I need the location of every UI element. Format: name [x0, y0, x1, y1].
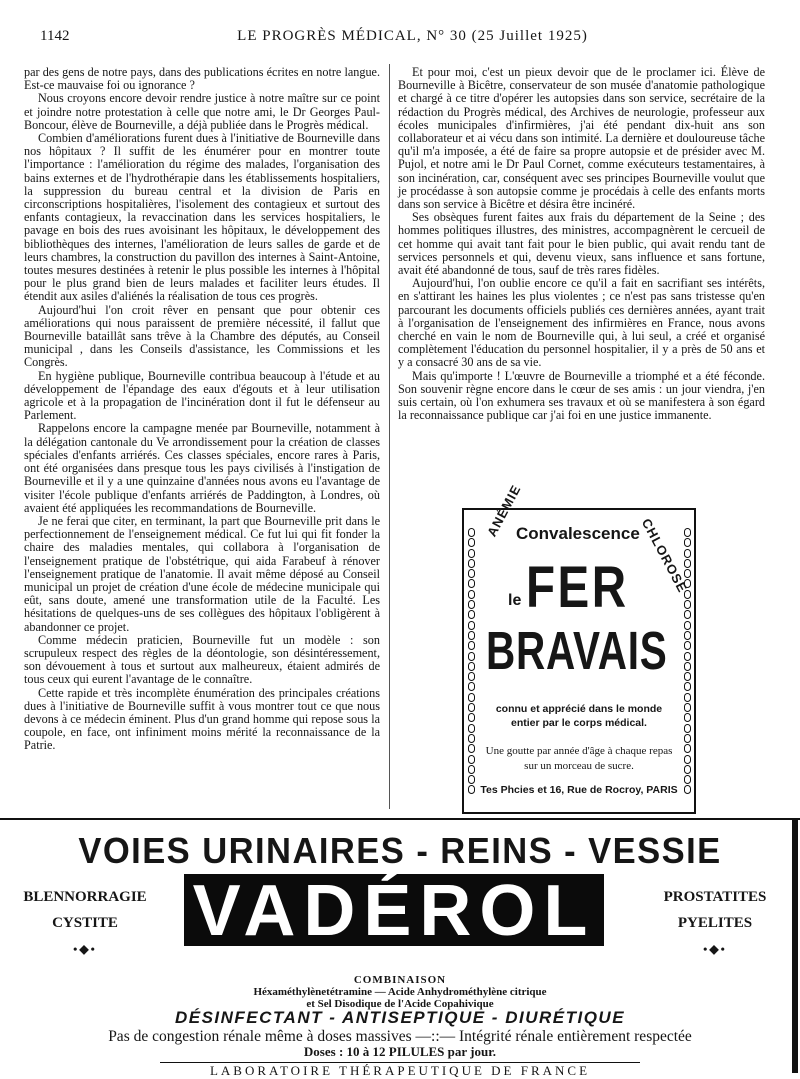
chain-link [468, 569, 475, 578]
chain-link [684, 652, 691, 661]
chain-link [468, 559, 475, 568]
left-column [24, 66, 380, 753]
paragraph: Ses obsèques furent faites aux frais du département de la Seine ; des hommes politiques illustres, des ministres, accompagnèrent le cercueil de cet homme qui avait tant fait pour le bien public, qui avait rendu tant de services personnels et qui, devenu vieux, sans influence et sans fortune, avait été abandonné de tous, sauf de très rares fidèles. [398, 210, 765, 278]
chain-link [684, 600, 691, 609]
bravais-title: BRAVAIS [486, 621, 668, 681]
page-header [40, 28, 785, 50]
chain-link [468, 765, 475, 774]
convalescence-label: Convalescence [516, 524, 640, 543]
chain-link [468, 703, 475, 712]
combination-line: Héxaméthylènetétramine — Acide Anhydrométhylène citrique [253, 986, 547, 998]
chain-link [468, 755, 475, 764]
left-indications [0, 884, 170, 962]
chain-link [468, 713, 475, 722]
chain-link [468, 528, 475, 537]
chain-link [684, 744, 691, 753]
chain-link [468, 549, 475, 558]
chain-link [684, 528, 691, 537]
chain-link [468, 734, 475, 743]
chain-link [468, 579, 475, 588]
fer-bravais-advertisement [462, 482, 696, 814]
chain-link [468, 590, 475, 599]
chain-link [684, 775, 691, 784]
chlorose-label: CHLOROSE [638, 516, 691, 596]
laboratory-name: LABORATOIRE THÉRAPEUTIQUE DE FRANCE [209, 1063, 591, 1078]
combination-block [0, 974, 800, 1010]
right-column [398, 66, 765, 422]
indication-item: PROSTATITES [663, 889, 767, 905]
chain-border-right [682, 528, 692, 804]
indication-item: PYELITES [677, 915, 753, 931]
chain-link [684, 631, 691, 640]
journal-title: LE PROGRÈS MÉDICAL, N° 30 (25 Juillet 1925) [237, 28, 588, 44]
chain-link [468, 641, 475, 650]
chain-link [684, 610, 691, 619]
vaderol-logo: VADÉROL [184, 874, 604, 946]
banner-headline: VOIES URINAIRES - REINS - VESSIE [78, 830, 722, 871]
page-number: 1142 [40, 28, 70, 44]
chain-link [468, 621, 475, 630]
chain-link [684, 765, 691, 774]
properties-line: DÉSINFECTANT - ANTISEPTIQUE - DIURÉTIQUE [174, 1008, 626, 1027]
chain-link [468, 538, 475, 547]
dosage-text: Une goutte par année d'âge à chaque repas sur un morceau de sucre. [485, 745, 673, 772]
paragraph: Je ne ferai que citer, en terminant, la part que Bourneville prit dans le perfectionnement de l'enseignement médical. Ce fut lui qui fit fonder la chaire des maladies mentales, qui collabora à l'organisation de l'enseignement pratique de l'obstétrique, qui aida Farabeuf à rénover l'enseignement pratique de l'anatomie. Il avait même déposé au Conseil municipal un projet de création d'une école de médecine municipale qui eût, sans doute, amené une transformation utile de la Faculté. Les hésitations de quelques-uns de ses collègues des hôpitaux l'obligèrent à abandonner ce projet. [24, 513, 380, 634]
paragraph: En hygiène publique, Bourneville contribua beaucoup à l'étude et au développement de l'épandage des eaux d'égouts et à leur utilisation agricole et à la propagation de l'incinération dont il fut le défenseur au Parlement. [24, 368, 380, 423]
chain-link [684, 755, 691, 764]
chain-link [468, 682, 475, 691]
paragraph: Nous croyons encore devoir rendre justice à notre maître sur ce point et joindre notre protestation à celle que notre ami, le Dr Georges Paul-Boncour, élève de Bourneville, a déjà publiée dans le Progrès médical. [24, 91, 380, 132]
chain-link [468, 724, 475, 733]
chain-link [468, 600, 475, 609]
ornament: •◆• [73, 942, 97, 956]
indication-item: BLENNORRAGIE [23, 889, 147, 905]
chain-border-left [466, 528, 476, 804]
chain-link [684, 549, 691, 558]
ornament: •◆• [703, 942, 727, 956]
paragraph: Aujourd'hui l'on croit rêver en pensant que pour obtenir ces améliorations qui nous paraissent de première nécessité, il fallut que Bourneville bataillât sans trêve à la Chambre des députés, au Conseil municipal , dans les Conseils d'assistance, les Commissions et les Congrès. [24, 302, 380, 370]
chain-link [684, 724, 691, 733]
chain-link [684, 621, 691, 630]
paragraph: Rappelons encore la campagne menée par Bourneville, notamment à la délégation cantonale du Ve arrondissement pour la création de classes spéciales d'enfants arriérés. Ces classes spéciales, encore rares à Paris, ont été organisées dans presque tous les pays civilisés à l'instigation de Bourneville et il y a une quinzaine d'années nous avons eu l'avantage de visiter l'école publique d'enfants arriérés de Paddington, à Londres, où avaient été appliquées les recommandations de Bourneville. [24, 421, 380, 515]
chain-link [684, 734, 691, 743]
chain-link [684, 538, 691, 547]
paragraph: Combien d'améliorations furent dues à l'initiative de Bourneville dans nos hôpitaux ? Il suffit de les énumérer pour en montrer toute l'importance : l'amélioration du régime des malades, l'organisation des bains externes et de l'hydrothérapie dans les établissements hospitaliers, la suppression du bureau central et la division de Paris en circonscriptions hospitalières, l'isolement des contagieux et surtout des enfants contagieux, la revaccination dans les services hospitaliers, le pavage en bois des rues avoisinant les hôpitaux, le développement des bibliothèques des internes, l'amélioration de leurs salles de garde et de leurs chambres, la construction du pavillon des internes à Saint-Antoine, toutes mesures destinées à retenir le plus possible les internes à l'hôpital pour le plus grand bien de leurs malades et faciliter leurs études. Il étendit aux asiles d'aliénés la réalisation de tous ces progrès. [24, 131, 380, 304]
congestion-line: Pas de congestion rénale même à doses massives —::— Intégrité rénale entièrement respectée [108, 1028, 692, 1045]
paragraph: Aujourd'hui, l'on oublie encore ce qu'il a fait en sacrifiant ses intérêts, en s'attirant les haines les plus violentes ; ce n'est pas sans tristesse qu'en parcourant les documents officiels publiés ces dernières années, ayant trait à l'organisation de l'enseignement des infirmières en France, nous avons cherché en vain le nom de Bourneville qui, à lui seul, a créé et organisé complètement l'éducation du personnel hospitalier, il y a près de 50 ans et y a consacré 30 ans de sa vie. [398, 276, 765, 370]
chain-link [468, 744, 475, 753]
paragraph: Mais qu'importe ! L'œuvre de Bourneville a triomphé et a été féconde. Son souvenir règne encore dans le cœur de ses amis : un jour viendra, j'en suis certain, où l'on exhumera ses travaux et où se manifestera à son égard la reconnaissance publique car j'ai foi en une justice immanente. [398, 368, 765, 423]
vaderol-advertisement [0, 818, 800, 1078]
paragraph: Comme médecin praticien, Bourneville fut un modèle : son scrupuleux respect des règles de la déontologie, son désintéressement, son dévouement à tous et surtout aux malheureux, étaient admirés de tous ceux qui eurent l'avantage de le connaître. [24, 632, 380, 687]
paragraph: Et pour moi, c'est un pieux devoir que de le proclamer ici. Élève de Bourneville à Bicêtre, conservateur de son musée d'anatomie pathologique et chargé à ce titre d'opérer les autopsies dans son service, secrétaire de la rédaction du Progrès médical, des Archives de neurologie, professeur aux écoles municipales d'infirmières, j'ai été pendant dix-huit ans son collaborateur et ai vécu dans son intimité. La dernière et douloureuse tâche qu'il m'a imposée, a été de faire sa propre autopsie et de présider avec M. Pujol, et notre ami le Dr Paul Cornet, comme exécuteurs testamentaires, à son incinération, car, conséquent avec ses principes Bourneville voulut que je procédasse à son autopsie comme je procédais à celle des enfants morts dans son service à Bicêtre et désira être incinéré. [398, 65, 765, 212]
chain-link [468, 775, 475, 784]
chain-link [684, 693, 691, 702]
chain-link [468, 672, 475, 681]
article-le: le [508, 592, 522, 609]
anemie-label: ANÉMIE [484, 482, 524, 540]
chain-link [684, 662, 691, 671]
chain-link [468, 693, 475, 702]
chain-link [684, 703, 691, 712]
column-divider [389, 64, 390, 809]
combination-heading: COMBINAISON [353, 974, 447, 986]
combination-line: et Sel Disodique de l'Acide Copahivique [306, 998, 494, 1010]
chain-link [468, 662, 475, 671]
chain-link [468, 610, 475, 619]
paragraph: par des gens de notre pays, dans des publications écrites en notre langue. Est-ce mauvaise foi ou ignorance ? [24, 65, 380, 93]
fer-title: FER [526, 555, 629, 620]
chain-link [684, 641, 691, 650]
chain-link [468, 652, 475, 661]
chain-link [684, 682, 691, 691]
indication-item: CYSTITE [52, 915, 118, 931]
address: Tes Phcies et 16, Rue de Rocroy, PARIS [480, 784, 678, 796]
chain-link [468, 631, 475, 640]
paragraph: Cette rapide et très incomplète énumération des principales créations dues à l'initiative de Bourneville suffit à vous montrer tout ce que nous devons à ce médecin éminent. Plus d'un grand homme qui repose sous la coupole, en face, ont infiniment moins mérité la reconnaissance de la Patrie. [24, 685, 380, 753]
right-indications [640, 884, 790, 962]
tagline: connu et apprécié dans le monde entier par le corps médical. [495, 703, 663, 729]
chain-link [684, 559, 691, 568]
chain-link [684, 713, 691, 722]
dosage-line: Doses : 10 à 12 PILULES par jour. [303, 1044, 497, 1059]
chain-link [684, 672, 691, 681]
